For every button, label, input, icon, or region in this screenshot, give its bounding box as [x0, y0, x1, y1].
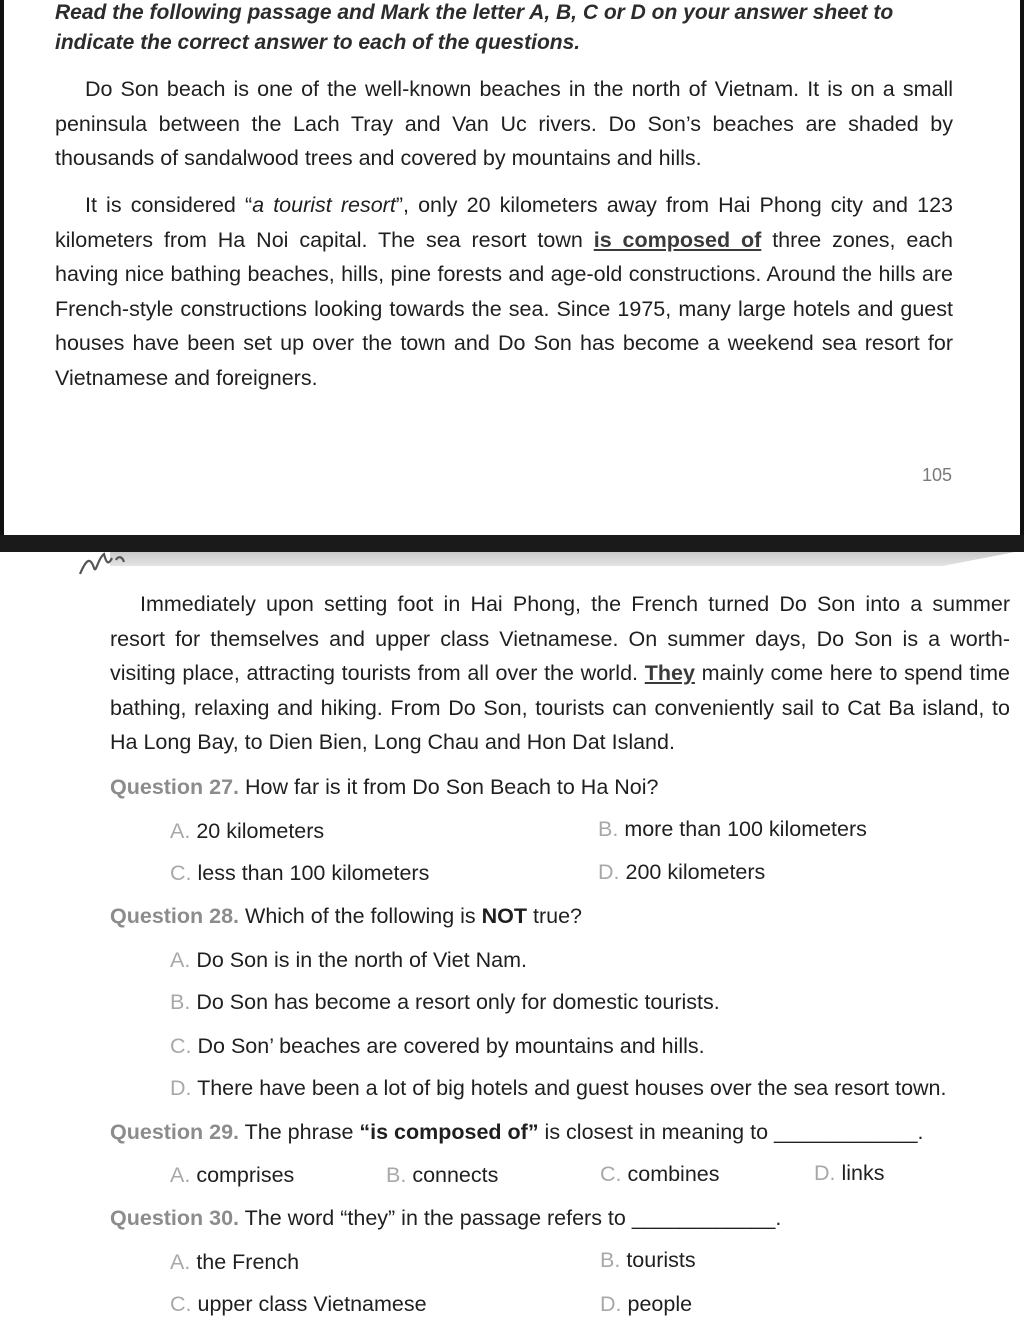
option-letter: A.: [170, 948, 191, 972]
q28-option-a[interactable]: [170, 945, 527, 975]
question-28: [110, 901, 582, 931]
option-letter: A.: [170, 819, 191, 843]
option-text: tourists: [626, 1248, 696, 1272]
underlined-phrase-is-composed-of: is composed of: [593, 227, 762, 252]
question-label: Question 28.: [110, 904, 240, 928]
option-letter: C.: [170, 861, 192, 885]
question-text: The word “they” in the passage refers to ____________.: [244, 1206, 782, 1230]
option-letter: C.: [600, 1162, 622, 1186]
question-text: Which of the following is: [245, 904, 482, 928]
option-text: connects: [412, 1163, 499, 1187]
option-text: less than 100 kilometers: [197, 861, 430, 885]
question-label: Question 29.: [110, 1120, 240, 1144]
page-number: 105: [921, 465, 952, 485]
page-divider: [0, 535, 1024, 552]
q27-option-b[interactable]: [598, 814, 867, 844]
question-emphasis: “is composed of”: [359, 1120, 539, 1144]
question-30: [110, 1203, 781, 1233]
underlined-word-they: They: [644, 661, 695, 685]
page-top-edge: [110, 552, 1015, 566]
option-letter: B.: [598, 817, 619, 841]
question-text: How far is it from Do Son Beach to Ha Noi?: [245, 775, 659, 799]
q27-option-c[interactable]: [170, 858, 429, 888]
option-letter: B.: [170, 990, 191, 1014]
q28-option-b[interactable]: [170, 987, 720, 1017]
instruction-text: Read the following passage and Mark the letter A, B, C or D on your answer sheet to indicate the correct answer to each of the questions.: [55, 1, 894, 54]
question-29: [110, 1117, 923, 1147]
option-text: people: [627, 1292, 693, 1316]
pen-scribble-icon: [76, 548, 136, 580]
q28-option-c[interactable]: [170, 1031, 705, 1061]
option-text: There have been a lot of big hotels and guest houses over the sea resort town.: [197, 1076, 947, 1100]
option-letter: C.: [170, 1034, 192, 1058]
q30-option-b[interactable]: [600, 1245, 696, 1275]
question-emphasis: NOT: [481, 904, 528, 928]
q27-option-d[interactable]: [598, 857, 765, 887]
option-letter: C.: [170, 1292, 192, 1316]
q29-option-d[interactable]: [814, 1158, 885, 1188]
option-text: upper class Vietnamese: [197, 1292, 427, 1316]
q28-option-d[interactable]: [170, 1073, 947, 1103]
passage-paragraph-3: [110, 587, 1010, 760]
option-letter: A.: [170, 1163, 191, 1187]
passage-paragraph-2: [55, 188, 953, 395]
passage-paragraph-1: Do Son beach is one of the well-known beaches in the north of Vietnam. It is on a small peninsula between the Lach Tray and Van Uc rivers. Do Son’s beaches are shaded by thousands of sandalwood trees and covered by mountains and hills.: [55, 77, 953, 170]
p2-text-b: ”, only 20 kilometers away from Hai Phong city and 123 kilometers from Ha Noi capital. The sea resort town: [55, 193, 953, 252]
option-text: comprises: [196, 1163, 295, 1187]
q29-option-c[interactable]: [600, 1159, 720, 1189]
question-27: [110, 772, 658, 802]
option-letter: D.: [598, 860, 620, 884]
question-label: Question 27.: [110, 775, 240, 799]
p2-text-c: three zones, each having nice bathing beaches, hills, pine forests and age-old constructions. Around the hills are French-style constructions looking towards the sea. Since 1975, many large hotels and guest houses have been set up over the town and Do Son has become a weekend sea resort for Vietnamese and foreigners.: [55, 227, 953, 390]
question-text-end: is closest in meaning to ____________.: [538, 1120, 924, 1144]
option-text: combines: [627, 1162, 720, 1186]
option-letter: D.: [600, 1292, 622, 1316]
p2-italic-phrase: a tourist resort: [252, 193, 396, 217]
question-text-end: true?: [527, 904, 583, 928]
option-letter: B.: [386, 1163, 407, 1187]
option-letter: A.: [170, 1250, 191, 1274]
option-text: more than 100 kilometers: [624, 817, 867, 841]
option-text: 200 kilometers: [625, 860, 766, 884]
q27-option-a[interactable]: [170, 816, 324, 846]
p3-text-b: mainly come here to spend time bathing, relaxing and hiking. From Do Son, tourists can conveniently sail to Cat Ba island, to Ha Long Bay, to Dien Bien, Long Chau and Hon Dat Island.: [110, 661, 1010, 754]
question-text: The phrase: [244, 1120, 360, 1144]
option-letter: D.: [170, 1076, 192, 1100]
p2-text-a: It is considered “: [85, 193, 253, 217]
option-text: Do Son is in the north of Viet Nam.: [196, 948, 527, 972]
option-text: 20 kilometers: [196, 819, 325, 843]
option-text: the French: [196, 1250, 300, 1274]
option-letter: B.: [600, 1248, 621, 1272]
q30-option-a[interactable]: [170, 1247, 299, 1277]
question-label: Question 30.: [110, 1206, 240, 1230]
option-text: Do Son has become a resort only for domestic tourists.: [196, 990, 720, 1014]
q30-option-d[interactable]: [600, 1289, 692, 1319]
q29-option-b[interactable]: [386, 1160, 498, 1190]
option-text: links: [841, 1161, 885, 1185]
option-letter: D.: [814, 1161, 836, 1185]
q29-option-a[interactable]: [170, 1160, 294, 1190]
option-text: Do Son’ beaches are covered by mountains and hills.: [197, 1034, 705, 1058]
p3-text-a: Immediately upon setting foot in Hai Phong, the French turned Do Son into a summer resort for themselves and upper class Vietnamese. On summer days, Do Son is a worth-visiting place, attracting tourists from all over the world.: [110, 592, 1010, 685]
q30-option-c[interactable]: [170, 1289, 427, 1319]
